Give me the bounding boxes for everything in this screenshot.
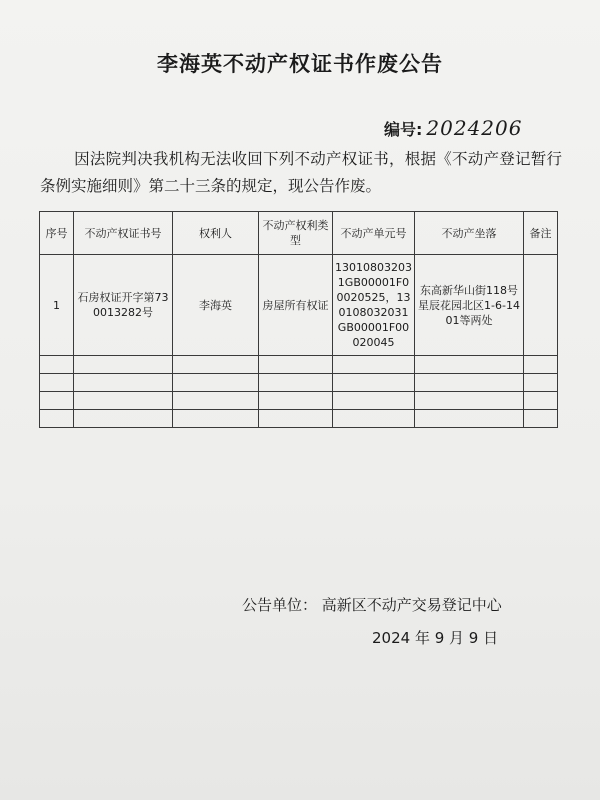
header-location: 不动产坐落 [415,212,524,255]
header-unit-no: 不动产单元号 [333,212,415,255]
page-title: 李海英不动产权证书作废公告 [157,52,443,76]
empty-cell [173,410,259,428]
cell-unit-no: 130108032031GB00001F00020525，130108032031GB00001F00020045 [333,255,415,356]
empty-cell [173,356,259,374]
empty-cell [74,374,173,392]
table-header-row [40,212,558,255]
empty-cell [40,356,74,374]
empty-cell [74,392,173,410]
table-row-empty [40,392,558,410]
header-note: 备注 [524,212,558,255]
table-row-empty [40,410,558,428]
certificate-table [39,211,558,428]
empty-cell [524,410,558,428]
cell-note [524,255,558,356]
issue-date: 2024 年 9 月 9 日 [372,629,499,647]
empty-cell [74,356,173,374]
empty-cell [415,392,524,410]
empty-cell [524,374,558,392]
empty-cell [40,392,74,410]
cell-owner: 李海英 [173,255,259,356]
empty-cell [173,392,259,410]
serial-label: 编号: [384,120,423,139]
empty-cell [74,410,173,428]
header-owner: 权利人 [173,212,259,255]
empty-cell [333,410,415,428]
cell-cert-no: 石房权证开字第730013282号 [74,255,173,356]
empty-cell [259,392,333,410]
empty-cell [524,356,558,374]
empty-cell [333,392,415,410]
empty-cell [259,356,333,374]
cell-right-type: 房屋所有权证 [259,255,333,356]
empty-cell [415,410,524,428]
header-cert-no: 不动产权证书号 [74,212,173,255]
serial-number [384,116,522,140]
header-right-type: 不动产权利类型 [259,212,333,255]
table-row-empty [40,356,558,374]
cell-location: 东高新华山街118号星辰花园北区1-6-1401等两处 [415,255,524,356]
empty-cell [333,356,415,374]
empty-cell [259,410,333,428]
empty-cell [173,374,259,392]
table-row-empty [40,374,558,392]
empty-cell [415,356,524,374]
empty-cell [333,374,415,392]
empty-cell [415,374,524,392]
empty-cell [40,410,74,428]
announcement-body: 因法院判决我机构无法收回下列不动产权证书，根据《不动产登记暂行条例实施细则》第二十三条的规定，现公告作废。 [40,150,562,195]
serial-value-handwritten: 2024206 [426,116,523,140]
cell-index: 1 [40,255,74,356]
empty-cell [524,392,558,410]
table-row [40,255,558,356]
header-index: 序号 [40,212,74,255]
empty-cell [40,374,74,392]
issuing-organization: 公告单位： 高新区不动产交易登记中心 [242,596,502,614]
empty-cell [259,374,333,392]
